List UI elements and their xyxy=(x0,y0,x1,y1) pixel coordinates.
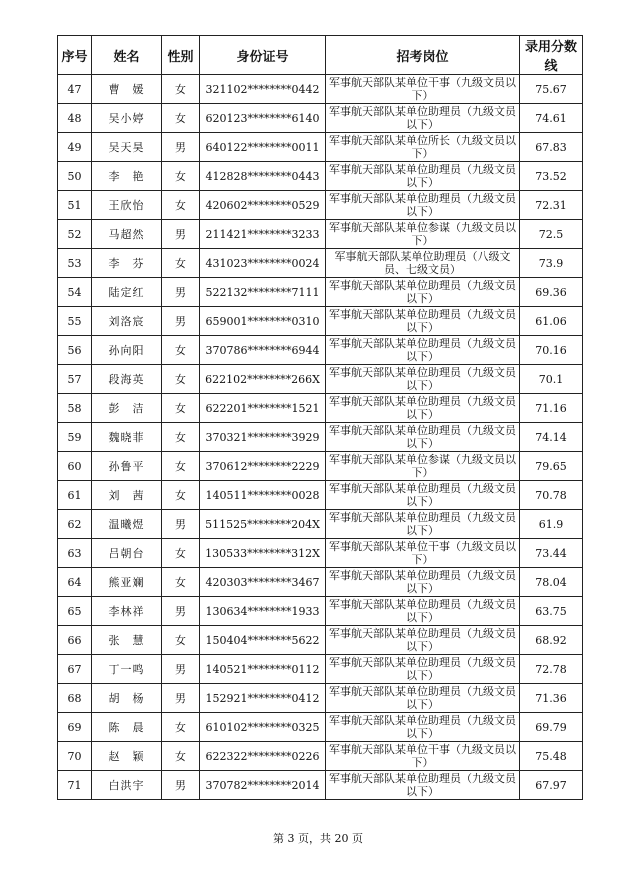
row-score-cell: 63.75 xyxy=(520,597,583,626)
row-name-cell: 王欣怡 xyxy=(92,191,162,220)
row-name-cell: 丁一鸣 xyxy=(92,655,162,684)
row-no-cell: 60 xyxy=(58,452,92,481)
row-gender-cell: 男 xyxy=(162,133,200,162)
row-id-cell: 130634********1933 xyxy=(200,597,326,626)
row-no-cell: 61 xyxy=(58,481,92,510)
row-id-cell: 150404********5622 xyxy=(200,626,326,655)
table-row xyxy=(58,75,583,104)
row-gender-cell: 女 xyxy=(162,423,200,452)
row-name-cell: 马超然 xyxy=(92,220,162,249)
row-position-cell: 军事航天部队某单位助理员（九级文员以下） xyxy=(326,771,520,800)
row-no-cell: 49 xyxy=(58,133,92,162)
row-name-cell: 赵 颖 xyxy=(92,742,162,771)
row-no-cell: 70 xyxy=(58,742,92,771)
row-no-cell: 62 xyxy=(58,510,92,539)
row-id-cell: 370321********3929 xyxy=(200,423,326,452)
row-name-cell: 刘 茜 xyxy=(92,481,162,510)
table-row xyxy=(58,597,583,626)
row-gender-cell: 女 xyxy=(162,162,200,191)
row-position-cell: 军事航天部队某单位助理员（九级文员以下） xyxy=(326,597,520,626)
row-score-cell: 75.48 xyxy=(520,742,583,771)
row-id-cell: 622322********0226 xyxy=(200,742,326,771)
row-no-cell: 59 xyxy=(58,423,92,452)
row-position-cell: 军事航天部队某单位助理员（九级文员以下） xyxy=(326,162,520,191)
row-position-cell: 军事航天部队某单位助理员（九级文员以下） xyxy=(326,568,520,597)
row-name-cell: 熊亚斓 xyxy=(92,568,162,597)
row-no-cell: 55 xyxy=(58,307,92,336)
row-score-cell: 74.61 xyxy=(520,104,583,133)
row-position-cell: 军事航天部队某单位助理员（九级文员以下） xyxy=(326,336,520,365)
row-name-cell: 彭 洁 xyxy=(92,394,162,423)
row-no-cell: 64 xyxy=(58,568,92,597)
table-row xyxy=(58,742,583,771)
row-id-cell: 370786********6944 xyxy=(200,336,326,365)
row-no-cell: 69 xyxy=(58,713,92,742)
row-score-cell: 70.16 xyxy=(520,336,583,365)
row-id-cell: 130533********312X xyxy=(200,539,326,568)
row-gender-cell: 女 xyxy=(162,713,200,742)
row-id-cell: 211421********3233 xyxy=(200,220,326,249)
row-position-cell: 军事航天部队某单位助理员（九级文员以下） xyxy=(326,365,520,394)
row-no-cell: 58 xyxy=(58,394,92,423)
row-name-cell: 孙向阳 xyxy=(92,336,162,365)
row-name-cell: 段海英 xyxy=(92,365,162,394)
row-gender-cell: 女 xyxy=(162,336,200,365)
row-no-cell: 68 xyxy=(58,684,92,713)
row-position-cell: 军事航天部队某单位助理员（九级文员以下） xyxy=(326,713,520,742)
row-gender-cell: 女 xyxy=(162,394,200,423)
row-name-cell: 吴小婷 xyxy=(92,104,162,133)
row-gender-cell: 男 xyxy=(162,220,200,249)
table-row xyxy=(58,191,583,220)
row-name-cell: 吴天昊 xyxy=(92,133,162,162)
row-name-cell: 吕朝台 xyxy=(92,539,162,568)
row-gender-cell: 女 xyxy=(162,742,200,771)
row-id-cell: 152921********0412 xyxy=(200,684,326,713)
row-no-cell: 67 xyxy=(58,655,92,684)
row-score-cell: 73.52 xyxy=(520,162,583,191)
table-row xyxy=(58,394,583,423)
row-score-cell: 69.36 xyxy=(520,278,583,307)
row-gender-cell: 女 xyxy=(162,365,200,394)
row-score-cell: 69.79 xyxy=(520,713,583,742)
table-row xyxy=(58,684,583,713)
row-score-cell: 61.9 xyxy=(520,510,583,539)
row-position-cell: 军事航天部队某单位助理员（九级文员以下） xyxy=(326,278,520,307)
row-no-cell: 48 xyxy=(58,104,92,133)
row-position-cell: 军事航天部队某单位助理员（九级文员以下） xyxy=(326,394,520,423)
row-position-cell: 军事航天部队某单位助理员（九级文员以下） xyxy=(326,481,520,510)
table-row xyxy=(58,220,583,249)
row-score-cell: 72.31 xyxy=(520,191,583,220)
row-no-cell: 63 xyxy=(58,539,92,568)
row-id-cell: 622102********266X xyxy=(200,365,326,394)
table-row xyxy=(58,336,583,365)
header-row xyxy=(58,36,583,75)
row-position-cell: 军事航天部队某单位干事（九级文员以下） xyxy=(326,75,520,104)
row-id-cell: 622201********1521 xyxy=(200,394,326,423)
row-score-cell: 72.5 xyxy=(520,220,583,249)
row-id-cell: 431023********0024 xyxy=(200,249,326,278)
row-score-cell: 74.14 xyxy=(520,423,583,452)
row-position-cell: 军事航天部队某单位参谋（九级文员以下） xyxy=(326,220,520,249)
row-id-cell: 522132********7111 xyxy=(200,278,326,307)
row-no-cell: 71 xyxy=(58,771,92,800)
row-name-cell: 魏晓菲 xyxy=(92,423,162,452)
row-no-cell: 57 xyxy=(58,365,92,394)
row-name-cell: 刘洛宸 xyxy=(92,307,162,336)
row-position-cell: 军事航天部队某单位助理员（九级文员以下） xyxy=(326,191,520,220)
row-gender-cell: 男 xyxy=(162,655,200,684)
row-gender-cell: 女 xyxy=(162,568,200,597)
header-no: 序号 xyxy=(58,36,92,75)
header-id: 身份证号 xyxy=(200,36,326,75)
row-position-cell: 军事航天部队某单位干事（九级文员以下） xyxy=(326,539,520,568)
row-position-cell: 军事航天部队某单位助理员（九级文员以下） xyxy=(326,307,520,336)
row-no-cell: 53 xyxy=(58,249,92,278)
row-id-cell: 140521********0112 xyxy=(200,655,326,684)
header-gender: 性别 xyxy=(162,36,200,75)
row-position-cell: 军事航天部队某单位干事（九级文员以下） xyxy=(326,742,520,771)
row-name-cell: 张 慧 xyxy=(92,626,162,655)
row-name-cell: 曹 媛 xyxy=(92,75,162,104)
row-id-cell: 420602********0529 xyxy=(200,191,326,220)
table-row xyxy=(58,133,583,162)
row-name-cell: 李 艳 xyxy=(92,162,162,191)
row-score-cell: 73.9 xyxy=(520,249,583,278)
row-name-cell: 李林祥 xyxy=(92,597,162,626)
row-no-cell: 47 xyxy=(58,75,92,104)
row-score-cell: 67.97 xyxy=(520,771,583,800)
row-position-cell: 军事航天部队某单位助理员（九级文员以下） xyxy=(326,684,520,713)
results-table xyxy=(57,35,583,800)
row-id-cell: 140511********0028 xyxy=(200,481,326,510)
row-name-cell: 陈 晨 xyxy=(92,713,162,742)
row-position-cell: 军事航天部队某单位助理员（九级文员以下） xyxy=(326,423,520,452)
table-row xyxy=(58,307,583,336)
row-position-cell: 军事航天部队某单位助理员（九级文员以下） xyxy=(326,104,520,133)
row-no-cell: 51 xyxy=(58,191,92,220)
table-body xyxy=(58,75,583,800)
table-row xyxy=(58,626,583,655)
table-row xyxy=(58,539,583,568)
row-id-cell: 640122********0011 xyxy=(200,133,326,162)
table-row xyxy=(58,771,583,800)
row-no-cell: 52 xyxy=(58,220,92,249)
row-score-cell: 70.78 xyxy=(520,481,583,510)
table-row xyxy=(58,365,583,394)
row-gender-cell: 男 xyxy=(162,307,200,336)
table-row xyxy=(58,481,583,510)
table-row xyxy=(58,104,583,133)
row-score-cell: 73.44 xyxy=(520,539,583,568)
table-row xyxy=(58,568,583,597)
row-name-cell: 温曦煜 xyxy=(92,510,162,539)
row-score-cell: 68.92 xyxy=(520,626,583,655)
row-gender-cell: 女 xyxy=(162,75,200,104)
row-id-cell: 412828********0443 xyxy=(200,162,326,191)
row-id-cell: 511525********204X xyxy=(200,510,326,539)
row-id-cell: 370782********2014 xyxy=(200,771,326,800)
row-no-cell: 54 xyxy=(58,278,92,307)
row-gender-cell: 女 xyxy=(162,481,200,510)
row-gender-cell: 男 xyxy=(162,684,200,713)
row-name-cell: 胡 杨 xyxy=(92,684,162,713)
row-score-cell: 71.16 xyxy=(520,394,583,423)
row-name-cell: 孙鲁平 xyxy=(92,452,162,481)
table-row xyxy=(58,713,583,742)
table-row xyxy=(58,249,583,278)
table-row xyxy=(58,510,583,539)
table-row xyxy=(58,452,583,481)
row-position-cell: 军事航天部队某单位所长（九级文员以下） xyxy=(326,133,520,162)
row-no-cell: 65 xyxy=(58,597,92,626)
row-gender-cell: 女 xyxy=(162,452,200,481)
row-id-cell: 659001********0310 xyxy=(200,307,326,336)
row-score-cell: 79.65 xyxy=(520,452,583,481)
table-row xyxy=(58,423,583,452)
row-score-cell: 71.36 xyxy=(520,684,583,713)
row-name-cell: 李 芬 xyxy=(92,249,162,278)
row-position-cell: 军事航天部队某单位助理员（九级文员以下） xyxy=(326,655,520,684)
header-position: 招考岗位 xyxy=(326,36,520,75)
row-score-cell: 72.78 xyxy=(520,655,583,684)
row-score-cell: 67.83 xyxy=(520,133,583,162)
row-score-cell: 70.1 xyxy=(520,365,583,394)
row-name-cell: 陆定红 xyxy=(92,278,162,307)
row-position-cell: 军事航天部队某单位助理员（九级文员以下） xyxy=(326,626,520,655)
row-gender-cell: 男 xyxy=(162,278,200,307)
row-position-cell: 军事航天部队某单位助理员（九级文员以下） xyxy=(326,510,520,539)
row-id-cell: 620123********6140 xyxy=(200,104,326,133)
row-gender-cell: 男 xyxy=(162,510,200,539)
row-id-cell: 321102********0442 xyxy=(200,75,326,104)
row-score-cell: 75.67 xyxy=(520,75,583,104)
row-id-cell: 370612********2229 xyxy=(200,452,326,481)
row-gender-cell: 男 xyxy=(162,771,200,800)
row-gender-cell: 女 xyxy=(162,626,200,655)
row-score-cell: 78.04 xyxy=(520,568,583,597)
row-position-cell: 军事航天部队某单位参谋（九级文员以下） xyxy=(326,452,520,481)
row-position-cell: 军事航天部队某单位助理员（八级文员、七级文员） xyxy=(326,249,520,278)
row-id-cell: 610102********0325 xyxy=(200,713,326,742)
row-no-cell: 56 xyxy=(58,336,92,365)
header-score: 录用分数线 xyxy=(520,36,583,75)
row-gender-cell: 男 xyxy=(162,597,200,626)
table-row xyxy=(58,278,583,307)
table-row xyxy=(58,162,583,191)
row-no-cell: 50 xyxy=(58,162,92,191)
row-gender-cell: 女 xyxy=(162,104,200,133)
row-name-cell: 白洪宇 xyxy=(92,771,162,800)
page-footer: 第 3 页，共 20 页 xyxy=(273,832,363,845)
table-row xyxy=(58,655,583,684)
header-name: 姓名 xyxy=(92,36,162,75)
row-gender-cell: 女 xyxy=(162,249,200,278)
row-score-cell: 61.06 xyxy=(520,307,583,336)
row-no-cell: 66 xyxy=(58,626,92,655)
row-gender-cell: 女 xyxy=(162,191,200,220)
row-id-cell: 420303********3467 xyxy=(200,568,326,597)
row-gender-cell: 女 xyxy=(162,539,200,568)
